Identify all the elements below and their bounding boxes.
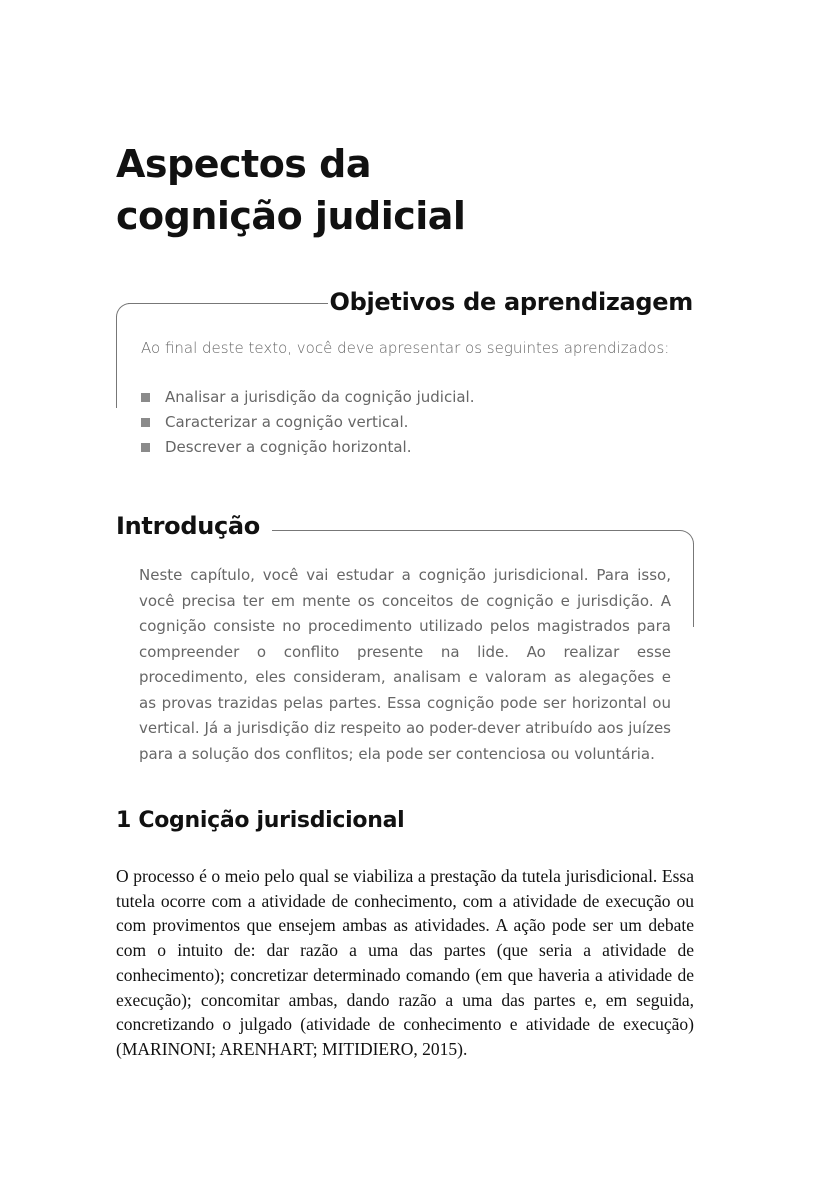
objectives-heading: Objetivos de aprendizagem [329, 288, 693, 316]
introduction-frame-corner [679, 530, 694, 545]
page-title-line-2: cognição judicial [116, 194, 466, 238]
section-heading: 1 Cognição jurisdicional [116, 808, 405, 833]
objectives-item-text: Analisar a jurisdição da cognição judicial. [165, 388, 475, 406]
objectives-list [141, 385, 475, 460]
square-bullet-icon [141, 393, 150, 402]
objectives-item-text: Caracterizar a cognição vertical. [165, 413, 409, 431]
introduction-frame-side [693, 543, 694, 627]
objectives-frame-corner [116, 303, 131, 318]
objectives-list-item [141, 385, 475, 410]
introduction-body: Neste capítulo, você vai estudar a cognição jurisdicional. Para isso, você precisa ter em mente os conceitos de cognição e jurisdição. A cognição consiste no procedimento utilizado pelos magistrados para compreender o conflito presente na lide. Ao realizar esse procedimento, eles consideram, analisam e valoram as alegações e as provas trazidas pelas partes. Essa cognição pode ser horizontal ou vertical. Já a jurisdição diz respeito ao poder-dever atribuído aos juízes para a solução dos conflitos; ela pode ser contenciosa ou voluntária. [139, 566, 671, 763]
page-title-line-1: Aspectos da [116, 142, 371, 186]
objectives-list-item [141, 410, 475, 435]
square-bullet-icon [141, 418, 150, 427]
objectives-frame-line [128, 303, 328, 304]
section-body: O processo é o meio pelo qual se viabiliza a prestação da tutela jurisdicional. Essa tutela ocorre com a atividade de conhecimento, com a atividade de execução ou com provimentos que ensejem ambas as atividades. A ação pode ser um debate com o intuito de: dar razão a uma das partes (que seria a atividade de conhecimento); concretizar determinado comando (em que haveria a atividade de execução); concomitar ambas, dando razão a uma das partes e, em seguida, concretizando o julgado (atividade de conhecimento e atividade de execução) (MARINONI; ARENHART; MITIDIERO, 2015). [116, 866, 694, 1059]
introduction-frame-line [272, 530, 680, 531]
square-bullet-icon [141, 443, 150, 452]
page-title [116, 138, 716, 242]
objectives-list-item [141, 435, 475, 460]
objectives-intro: Ao final deste texto, você deve apresentar os seguintes aprendizados: [141, 339, 670, 357]
objectives-frame-side [116, 316, 117, 408]
objectives-item-text: Descrever a cognição horizontal. [165, 438, 412, 456]
introduction-heading: Introdução [116, 512, 260, 540]
